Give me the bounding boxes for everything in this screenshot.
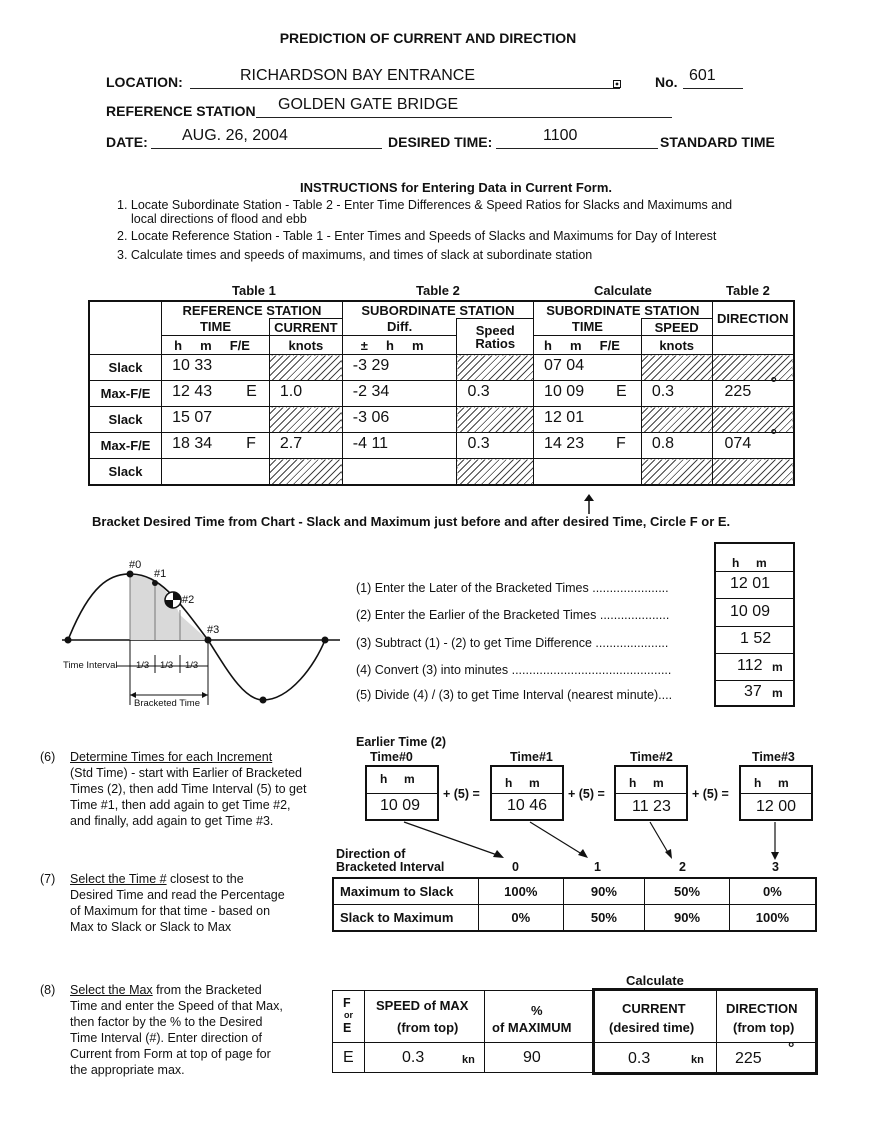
current-header: CURRENT [622, 1001, 686, 1016]
table2b-heading: Table 2 [726, 283, 770, 298]
current-value: 0.3 [628, 1050, 651, 1067]
cell-sub-speed [641, 381, 712, 407]
fe-value: E [343, 1049, 354, 1066]
bracket-title: Bracket Desired Time from Chart - Slack and Maximum just before and after desired Time, Circle F or E. [92, 514, 731, 529]
table-row [89, 433, 794, 459]
step-3-value: 1 52 [740, 630, 772, 647]
sub-station-header: SUBORDINATE STATION [342, 301, 533, 319]
cell-sub-time [534, 433, 642, 459]
col-0: 0 [512, 860, 519, 874]
time3-hm: h m [754, 776, 789, 790]
third-label-2: 1/3 [160, 660, 174, 671]
max-to-slack-label: Maximum to Slack [333, 878, 478, 905]
cell-sub-time-value: 14 23 [544, 435, 585, 452]
step8-line5: the appropriate max. [70, 1063, 185, 1077]
calc-hmfe-header: h m F/E [534, 336, 642, 355]
cell-sub-time [534, 355, 642, 381]
pct-header: % [531, 1003, 543, 1018]
calc-speed-header: SPEED [641, 319, 712, 336]
cell-direction [712, 355, 794, 381]
diagram-label-0: #0 [129, 559, 142, 571]
step7-title: Select the Time # [70, 872, 167, 886]
desired-time-label: DESIRED TIME: [388, 134, 493, 150]
cell-direction-value: 225 [724, 383, 752, 400]
cell-sub-time [534, 407, 642, 433]
step-4: (4) Convert (3) into minutes .............................................. [356, 663, 672, 677]
slack-to-max-1: 50% [563, 905, 645, 932]
direction-value: 225 [735, 1050, 762, 1067]
cell-ref-current [269, 355, 342, 381]
cell-row-label: Slack [89, 407, 162, 433]
degree-symbol: ° [770, 375, 777, 392]
max-to-slack-1: 90% [563, 878, 645, 905]
step6-number: (6) [40, 750, 56, 764]
calculate-heading: Calculate [594, 283, 652, 298]
cell-sub-time [534, 381, 642, 407]
step7-line1: Desired Time and read the Percentage [70, 888, 285, 902]
calc-time-header: TIME [534, 319, 642, 336]
cell-ref-time-value: 10 33 [172, 357, 213, 374]
tide-curve-diagram [60, 555, 345, 715]
pct-value: 90 [523, 1049, 541, 1066]
cell-sub-time-fe: F [616, 435, 626, 452]
speed-label: Speed [475, 322, 515, 338]
third-label-3: 1/3 [185, 660, 199, 671]
cell-diff [342, 355, 457, 381]
slack-to-max-label: Slack to Maximum [333, 905, 478, 932]
cell-ref-current [269, 381, 342, 407]
location-marker [613, 80, 621, 88]
reference-station-value: GOLDEN GATE BRIDGE [278, 96, 459, 113]
speed-of-max-header: SPEED of MAX [376, 998, 469, 1013]
step-1-value: 12 01 [730, 575, 771, 592]
cell-sub-speed [641, 355, 712, 381]
table2-heading: Table 2 [416, 283, 460, 298]
degree-symbol: ° [770, 427, 777, 444]
step8-text [70, 983, 262, 997]
speed-ratios-header [457, 319, 534, 355]
step6-title: Determine Times for each Increment [70, 750, 273, 764]
instruction-3: 3. Calculate times and speeds of maximums, and times of slack at subordinate station [117, 248, 593, 262]
diagram-label-1: #1 [154, 568, 167, 580]
row-label-header [89, 301, 162, 355]
instructions-title: INSTRUCTIONS for Entering Data in Current Form. [300, 180, 613, 195]
step-1: (1) Enter the Later of the Bracketed Times ...................... [356, 581, 669, 595]
ref-hmfe-header: h m F/E [162, 336, 270, 355]
direction-of-label: Direction of [336, 847, 406, 861]
time2-label: Time#2 [630, 750, 673, 764]
ratios-label: Ratios [475, 335, 516, 351]
fe-or-label: or [344, 1010, 353, 1020]
step8-calculate-heading: Calculate [626, 973, 684, 988]
page-title: PREDICTION OF CURRENT AND DIRECTION [279, 30, 577, 46]
cell-sub-speed [641, 433, 712, 459]
step6-line3: Time #1, then add again to get Time #2, [70, 798, 291, 812]
cell-ref-current-value: 2.7 [279, 435, 303, 452]
speed-kn-unit: kn [462, 1054, 475, 1066]
cell-speed-ratio [457, 433, 534, 459]
cell-row-label: Slack [89, 459, 162, 486]
slack-to-max-2: 90% [645, 905, 730, 932]
cell-ref-current [269, 407, 342, 433]
step-3: (3) Subtract (1) - (2) to get Time Difference ..................... [356, 636, 669, 650]
cell-direction [712, 459, 794, 486]
time0-value: 10 09 [380, 797, 421, 814]
cell-speed-ratio [457, 355, 534, 381]
cell-direction [712, 407, 794, 433]
time1-value: 10 46 [507, 797, 548, 814]
time-interval-label: Time Interval [63, 660, 118, 671]
cell-ref-time-value: 15 07 [172, 409, 213, 426]
cell-ref-time [162, 355, 270, 381]
time0-hm: h m [380, 772, 415, 786]
cell-ref-time-value: 18 34 [172, 435, 213, 452]
time3-label: Time#3 [752, 750, 795, 764]
max-to-slack-3: 0% [729, 878, 816, 905]
third-label-1: 1/3 [136, 660, 150, 671]
cell-ref-current-value: 1.0 [279, 383, 303, 400]
cell-ref-time [162, 459, 270, 486]
bracketed-interval-label: Bracketed Interval [336, 860, 445, 874]
step8-line2: then factor by the % to the Desired [70, 1015, 263, 1029]
cell-ref-current [269, 433, 342, 459]
step8-line1: Time and enter the Speed of that Max, [70, 999, 283, 1013]
cell-ref-time [162, 381, 270, 407]
plus5-2: + (5) = [568, 787, 605, 801]
current-kn-unit: kn [691, 1054, 704, 1066]
number-value: 601 [689, 67, 716, 84]
calc-knots-header: knots [641, 336, 712, 355]
step8-line3: Time Interval (#). Enter direction of [70, 1031, 262, 1045]
direction-degree: ° [788, 1040, 795, 1057]
step8-line4: Current from Form at top of page for [70, 1047, 271, 1061]
instruction-1-cont: local directions of flood and ebb [131, 212, 307, 226]
cell-speed-ratio [457, 459, 534, 486]
cell-ref-time [162, 433, 270, 459]
cell-diff [342, 407, 457, 433]
plus5-3: + (5) = [692, 787, 729, 801]
direction-sub-header [712, 336, 794, 355]
step-2-value: 10 09 [730, 603, 771, 620]
ref-knots-header: knots [269, 336, 342, 355]
cell-diff [342, 381, 457, 407]
cell-ref-current [269, 459, 342, 486]
speed-of-max-value: 0.3 [402, 1049, 425, 1066]
cell-direction [712, 375, 794, 407]
arrow-up-icon [583, 494, 595, 514]
time3-value: 12 00 [756, 798, 797, 815]
desired-time-value: 1100 [543, 127, 578, 144]
cell-sub-time-value: 10 09 [544, 383, 585, 400]
fe-e-label: E [343, 1021, 352, 1035]
cell-diff [342, 459, 457, 486]
step8-title-rest: from the Bracketed [152, 983, 262, 997]
cell-ref-time-fe: E [246, 383, 257, 400]
step7-line3: Max to Slack or Slack to Max [70, 920, 232, 934]
fe-f-label: F [343, 996, 351, 1010]
cell-speed-ratio-value: 0.3 [467, 383, 490, 400]
step-5-value: 37 [744, 683, 762, 700]
pct-of-max-header: of MAXIMUM [492, 1020, 572, 1035]
table-row [89, 459, 794, 486]
cell-diff-value: -4 11 [352, 435, 389, 452]
step7-line2: of Maximum for that time - based on [70, 904, 271, 918]
ref-station-header: REFERENCE STATION [162, 301, 343, 319]
standard-time-label: STANDARD TIME [660, 134, 775, 150]
cell-sub-time [534, 459, 642, 486]
cell-row-label: Slack [89, 355, 162, 381]
cell-row-label: Max-F/E [89, 433, 162, 459]
time2-value: 11 23 [632, 798, 671, 815]
cell-sub-speed-value: 0.8 [651, 435, 675, 452]
cell-sub-speed-value: 0.3 [651, 383, 675, 400]
step8-title: Select the Max [70, 983, 153, 997]
cell-speed-ratio [457, 381, 534, 407]
cell-sub-speed [641, 459, 712, 486]
time2-hm: h m [629, 776, 664, 790]
ref-current-header: CURRENT [269, 319, 342, 336]
cell-row-label: Max-F/E [89, 381, 162, 407]
steps-hm-header: h m [732, 556, 767, 570]
table1-heading: Table 1 [232, 283, 276, 298]
diagram-label-2: #2 [182, 594, 195, 606]
diagram-label-3: #3 [207, 624, 220, 636]
reference-station-label: REFERENCE STATION [106, 103, 256, 119]
ref-time-header: TIME [162, 319, 270, 336]
step7-text [70, 872, 244, 886]
instruction-2: 2. Locate Reference Station - Table 1 - Enter Times and Speeds of Slacks and Maximums for Day of Interest [117, 229, 717, 243]
step7-number: (7) [40, 872, 56, 886]
date-label: DATE: [106, 134, 148, 150]
date-value: AUG. 26, 2004 [182, 127, 288, 144]
instruction-1: 1. Locate Subordinate Station - Table 2 - Enter Time Differences & Speed Ratios for Slacks and Maximums and [117, 198, 733, 212]
plus5-1: + (5) = [443, 787, 480, 801]
step-4-value: 112 [737, 657, 763, 674]
cell-direction-value: 074 [724, 435, 752, 452]
cell-ref-time-fe: F [246, 435, 256, 452]
step8-number: (8) [40, 983, 56, 997]
step6-line4: and finally, add again to get Time #3. [70, 814, 274, 828]
cell-ref-time [162, 407, 270, 433]
cell-sub-time-fe: E [616, 383, 627, 400]
speed-from-top-header: (from top) [397, 1020, 459, 1035]
step7-title-rest: closest to the [166, 872, 244, 886]
col-3: 3 [772, 860, 779, 874]
time1-hm: h m [505, 776, 540, 790]
step6-line1: (Std Time) - start with Earlier of Bracketed [70, 766, 303, 780]
step-4-unit: m [772, 660, 783, 674]
current-data-table [88, 300, 795, 486]
earlier-time-label: Earlier Time (2) [356, 735, 447, 749]
location-label: LOCATION: [106, 74, 183, 90]
cell-diff-value: -3 29 [352, 357, 390, 374]
bracketed-time-label: Bracketed Time [134, 698, 200, 709]
table-row [89, 355, 794, 381]
max-to-slack-0: 100% [478, 878, 563, 905]
current-desired-header: (desired time) [609, 1020, 695, 1035]
diff-header: Diff. [342, 319, 457, 336]
slack-to-max-3: 100% [729, 905, 816, 932]
col-1: 1 [594, 860, 601, 874]
calc-sub-station-header: SUBORDINATE STATION [534, 301, 712, 319]
direction-header-8: DIRECTION [726, 1001, 798, 1016]
cell-sub-time-value: 12 01 [544, 409, 585, 426]
location-value: RICHARDSON BAY ENTRANCE [240, 67, 475, 84]
table-row [89, 407, 794, 433]
time1-label: Time#1 [510, 750, 553, 764]
time0-label: Time#0 [370, 750, 413, 764]
cell-sub-time-value: 07 04 [544, 357, 585, 374]
step6-line2: Times (2), then add Time Interval (5) to get [70, 782, 307, 796]
step-5: (5) Divide (4) / (3) to get Time Interval (nearest minute).... [356, 688, 673, 702]
table-row [89, 381, 794, 407]
max-to-slack-2: 50% [645, 878, 730, 905]
percentage-table [332, 877, 817, 932]
cell-diff-value: -3 06 [352, 409, 390, 426]
cell-direction [712, 427, 794, 459]
direction-header: DIRECTION [712, 301, 794, 336]
step-5-unit: m [772, 686, 783, 700]
slack-to-max-0: 0% [478, 905, 563, 932]
diff-pmhm-header: ± h m [342, 336, 457, 355]
step-2: (2) Enter the Earlier of the Bracketed Times .................... [356, 608, 670, 622]
cell-speed-ratio-value: 0.3 [467, 435, 490, 452]
direction-from-top-header: (from top) [733, 1020, 795, 1035]
cell-diff-value: -2 34 [352, 383, 390, 400]
cell-speed-ratio [457, 407, 534, 433]
col-2: 2 [679, 860, 686, 874]
cell-sub-speed [641, 407, 712, 433]
cell-diff [342, 433, 457, 459]
number-label: No. [655, 74, 678, 90]
cell-ref-time-value: 12 43 [172, 383, 213, 400]
